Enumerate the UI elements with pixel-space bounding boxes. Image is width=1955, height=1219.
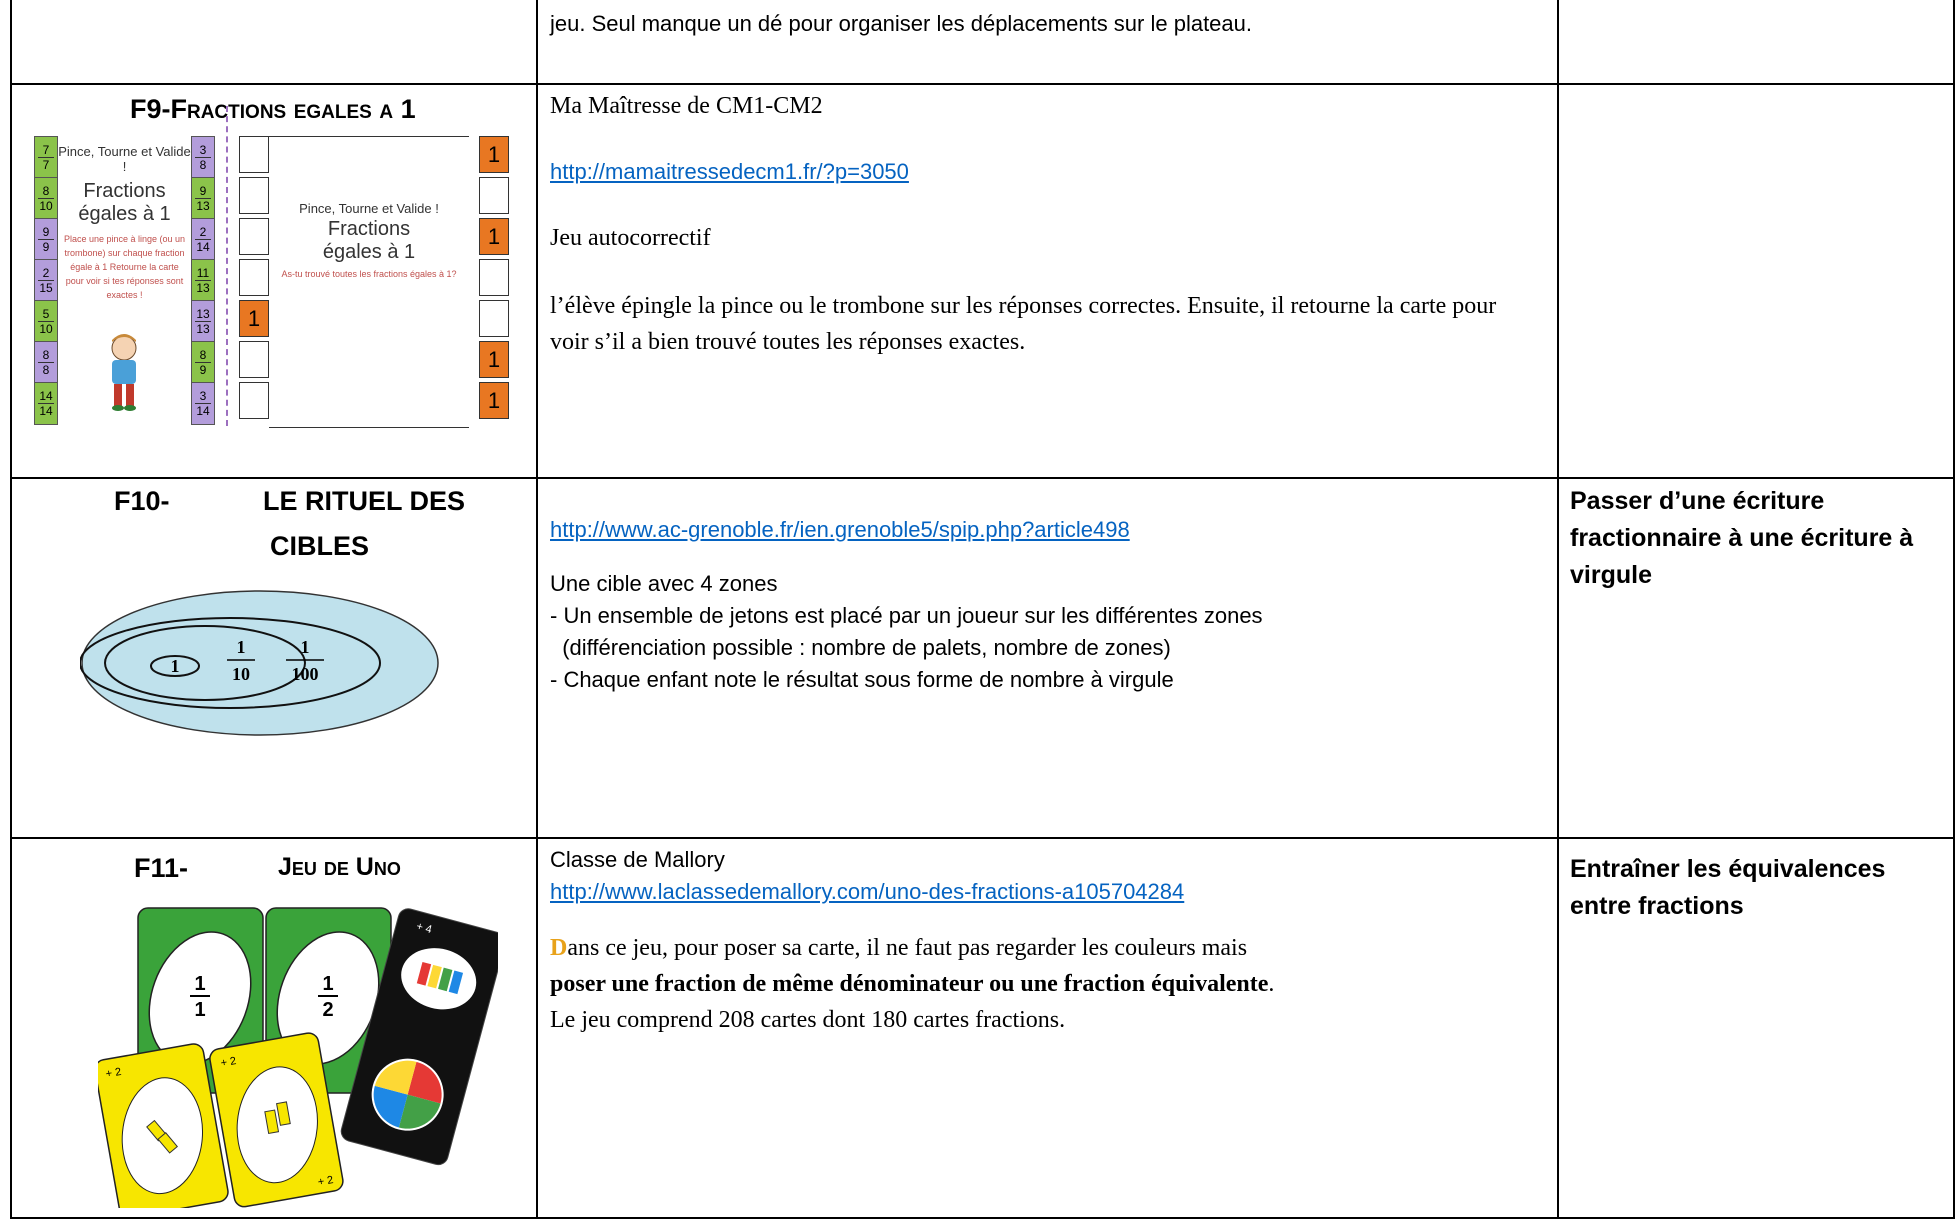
f11-title-num: F11- [134,853,189,883]
svg-text:1: 1 [194,999,206,1021]
f9-game-card-image [34,136,509,426]
f11-uno-cards-image [98,898,498,1208]
f9-back-question: As-tu trouvé toutes les fractions égales à 1? [281,269,457,279]
f9-back-heading: Pince, Tourne et Valide ! [299,201,439,216]
f9-card-back [269,136,469,428]
f9-title-text: F9-Fractions egales a 1 [130,94,416,124]
f9-left-fraction-column: $\frac{7}{7}$ $\frac{8}{10}$ $\frac{9}{9}$ $\frac{2}{15}$ $\frac{5}{10}$ $\frac{8}{8}$ $\frac{14}{14}$ [34,136,58,426]
f10-content-cell [550,514,1550,696]
f9-type: Jeu autocorrectif [550,225,711,251]
target-ring1-den: 10 [232,664,250,684]
f11-title-text: Jeu de Uno [278,853,401,881]
target-center-label: 1 [170,656,180,676]
f11-goal: Entraîner les équivalences entre fractions [1570,855,1886,920]
f9-card-title-2: égales à 1 [78,203,171,225]
f9-card-title-1: Fractions [83,180,166,202]
f9-card-front [58,136,191,426]
row0-description-cell [550,8,1550,40]
target-ring2-den: 100 [291,664,319,684]
resource-table [10,0,1955,1219]
target-ring1-num: 1 [236,637,246,657]
f10-title-num: F10- [114,486,170,516]
f11-text-end: Le jeu comprend 208 cartes dont 180 cartes fractions. [550,1007,1066,1033]
f9-back-left-column: 1 [239,136,269,426]
f10-goal: Passer d’une écriture fractionnaire à une écriture à virgule [1570,487,1914,589]
f9-back-title-2: égales à 1 [322,241,416,263]
f10-line-3: (différenciation possible : nombre de palets, nombre de zones) [550,635,1171,660]
f10-line-4: - Chaque enfant note le résultat sous forme de nombre à virgule [550,667,1174,692]
f9-link[interactable]: http://mamaitressedecm1.fr/?p=3050 [550,159,909,184]
svg-text:1: 1 [322,973,334,995]
row0-description: jeu. Seul manque un dé pour organiser les déplacements sur le plateau. [550,11,1253,36]
svg-text:2: 2 [322,999,334,1021]
f9-description: l’élève épingle la pince ou le trombone sur les réponses correctes. Ensuite, il retourne la carte pour voir s’il a bien trouvé toutes les réponses exactes. [550,293,1497,355]
f10-title-line1: LE RITUEL DES [263,486,466,516]
f9-title [130,94,416,125]
f9-back-title-1: Fractions [327,218,411,240]
f11-bold-text: poser une fraction de même dénominateur ou une fraction équivalente [550,971,1269,997]
f9-source: Ma Maîtresse de CM1-CM2 [550,93,823,119]
f11-description: Dans ce jeu, pour poser sa carte, il ne faut pas regarder les couleurs mais poser une fraction de même dénominateur ou une fraction équivalente. Le jeu comprend 208 cartes dont 180 cartes fractions. [550,935,1275,1033]
f9-card-heading: Pince, Tourne et Valide ! [58,144,191,174]
f10-line-2: - Un ensemble de jetons est placé par un joueur sur les différentes zones [550,603,1263,628]
f9-content-cell [550,88,1550,360]
svg-text:+ 2: + 2 [104,1065,123,1081]
f10-line-1: Une cible avec 4 zones [550,571,778,596]
target-ring2-num: 1 [300,637,310,657]
f9-fold-line [226,106,228,426]
f11-drop-letter: D [550,935,568,961]
svg-text:+ 2: + 2 [316,1174,335,1189]
f10-link[interactable]: http://www.ac-grenoble.fr/ien.grenoble5/spip.php?article498 [550,517,1130,542]
f10-target-image [80,588,460,738]
f11-link[interactable]: http://www.laclassedemallory.com/uno-des-fractions-a105704284 [550,879,1185,904]
f9-card-instructions: Place une pince à linge (ou un trombone) sur chaque fraction égale à 1 Retourne la carte pour voir si tes réponses sont exactes ! [63,234,186,300]
svg-text:1: 1 [194,973,206,995]
svg-text:+ 2: + 2 [219,1055,238,1070]
f9-back-right-column: 1 1 1 1 [479,136,509,426]
f9-right-fraction-column: $\frac{3}{8}$ $\frac{9}{13}$ $\frac{2}{14}$ $\frac{11}{13}$ $\frac{13}{13}$ $\frac{8}{9}$ $\frac{3}{14}$ [191,136,215,426]
f11-content-cell [550,844,1550,1038]
svg-text:+ 4: + 4 [414,920,434,937]
f11-source: Classe de Mallory [550,847,725,872]
f10-title-line2: CIBLES [270,531,370,561]
child-figure-icon [94,332,154,412]
